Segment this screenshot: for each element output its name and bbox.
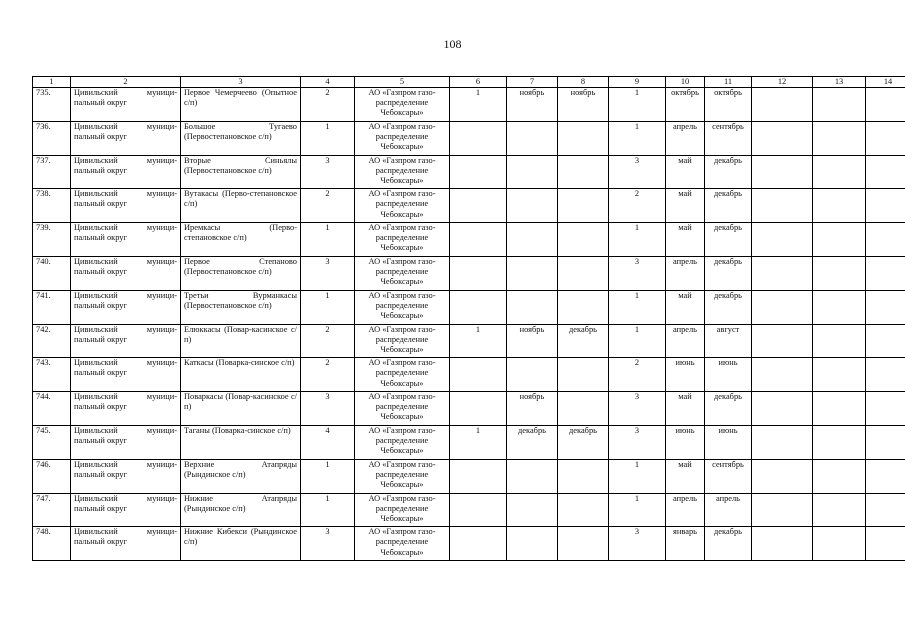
- col10-month-cell: апрель: [666, 324, 705, 358]
- col11-month-cell: июнь: [705, 358, 752, 392]
- settlement-cell: Первое Чемерчеево (Опытное с/п): [181, 88, 301, 122]
- col10-month-cell: май: [666, 392, 705, 426]
- table-row: [33, 459, 905, 493]
- col12-cell: [752, 223, 813, 257]
- col11-month-cell: декабрь: [705, 189, 752, 223]
- col7-month-cell: [507, 493, 558, 527]
- col4-cell: 3: [301, 256, 355, 290]
- col10-month-cell: октябрь: [666, 88, 705, 122]
- row-number: 740.: [33, 256, 71, 290]
- col8-month-cell: [558, 223, 609, 257]
- col9-cell: 1: [609, 88, 666, 122]
- col8-month-cell: [558, 459, 609, 493]
- district-cell: Цивильский муници-пальный округ: [71, 527, 181, 561]
- col4-cell: 2: [301, 88, 355, 122]
- col11-month-cell: декабрь: [705, 527, 752, 561]
- district-cell: Цивильский муници-пальный округ: [71, 459, 181, 493]
- col9-cell: 1: [609, 121, 666, 155]
- col7-month-cell: ноябрь: [507, 88, 558, 122]
- col8-month-cell: декабрь: [558, 324, 609, 358]
- col10-month-cell: январь: [666, 527, 705, 561]
- district-cell: Цивильский муници-пальный округ: [71, 223, 181, 257]
- district-cell: Цивильский муници-пальный округ: [71, 121, 181, 155]
- settlement-cell: Нижние Атапряды (Рындинское с/п): [181, 493, 301, 527]
- table-row: [33, 223, 905, 257]
- table-row: [33, 155, 905, 189]
- column-number-row: [33, 77, 905, 88]
- col13-cell: [813, 223, 866, 257]
- col10-month-cell: май: [666, 290, 705, 324]
- col14-cell: [866, 88, 905, 122]
- col13-cell: [813, 88, 866, 122]
- col6-cell: [450, 155, 507, 189]
- col8-month-cell: [558, 527, 609, 561]
- col6-cell: 1: [450, 425, 507, 459]
- settlement-cell: Таганы (Поварка-синское с/п): [181, 425, 301, 459]
- row-number: 745.: [33, 425, 71, 459]
- col11-month-cell: сентябрь: [705, 121, 752, 155]
- col6-cell: [450, 358, 507, 392]
- col9-cell: 3: [609, 392, 666, 426]
- col8-month-cell: [558, 189, 609, 223]
- col9-cell: 3: [609, 256, 666, 290]
- col6-cell: [450, 527, 507, 561]
- organization-cell: АО «Газпром газо-распределение Чебоксары»: [355, 527, 450, 561]
- col12-cell: [752, 459, 813, 493]
- col8-month-cell: [558, 256, 609, 290]
- table-body: [33, 88, 905, 561]
- col6-cell: [450, 256, 507, 290]
- col12-cell: [752, 324, 813, 358]
- col7-month-cell: ноябрь: [507, 324, 558, 358]
- table-row: [33, 493, 905, 527]
- col10-month-cell: май: [666, 155, 705, 189]
- col12-cell: [752, 358, 813, 392]
- table-row: [33, 527, 905, 561]
- col14-cell: [866, 527, 905, 561]
- table-header: [33, 77, 905, 88]
- col4-cell: 2: [301, 358, 355, 392]
- col4-cell: 1: [301, 290, 355, 324]
- col13-cell: [813, 189, 866, 223]
- col14-cell: [866, 290, 905, 324]
- district-cell: Цивильский муници-пальный округ: [71, 324, 181, 358]
- col13-cell: [813, 493, 866, 527]
- column-number-7: 7: [507, 77, 558, 88]
- col6-cell: [450, 290, 507, 324]
- table-row: [33, 88, 905, 122]
- col6-cell: [450, 189, 507, 223]
- organization-cell: АО «Газпром газо-распределение Чебоксары»: [355, 256, 450, 290]
- row-number: 739.: [33, 223, 71, 257]
- col10-month-cell: май: [666, 459, 705, 493]
- row-number: 738.: [33, 189, 71, 223]
- column-number-9: 9: [609, 77, 666, 88]
- col11-month-cell: декабрь: [705, 392, 752, 426]
- col11-month-cell: декабрь: [705, 223, 752, 257]
- col14-cell: [866, 189, 905, 223]
- col13-cell: [813, 459, 866, 493]
- col13-cell: [813, 121, 866, 155]
- col12-cell: [752, 256, 813, 290]
- col14-cell: [866, 121, 905, 155]
- col14-cell: [866, 493, 905, 527]
- organization-cell: АО «Газпром газо-распределение Чебоксары»: [355, 324, 450, 358]
- col7-month-cell: [507, 121, 558, 155]
- col4-cell: 3: [301, 155, 355, 189]
- organization-cell: АО «Газпром газо-распределение Чебоксары»: [355, 88, 450, 122]
- col6-cell: [450, 223, 507, 257]
- col11-month-cell: июнь: [705, 425, 752, 459]
- row-number: 748.: [33, 527, 71, 561]
- col6-cell: [450, 493, 507, 527]
- table-row: [33, 425, 905, 459]
- col13-cell: [813, 527, 866, 561]
- column-number-12: 12: [752, 77, 813, 88]
- district-cell: Цивильский муници-пальный округ: [71, 256, 181, 290]
- col12-cell: [752, 290, 813, 324]
- district-cell: Цивильский муници-пальный округ: [71, 358, 181, 392]
- col11-month-cell: сентябрь: [705, 459, 752, 493]
- settlement-cell: Вторые Синьялы (Первостепановское с/п): [181, 155, 301, 189]
- col12-cell: [752, 392, 813, 426]
- row-number: 741.: [33, 290, 71, 324]
- col13-cell: [813, 256, 866, 290]
- col9-cell: 1: [609, 493, 666, 527]
- col7-month-cell: [507, 358, 558, 392]
- col7-month-cell: [507, 459, 558, 493]
- col10-month-cell: май: [666, 223, 705, 257]
- col14-cell: [866, 155, 905, 189]
- col12-cell: [752, 155, 813, 189]
- district-cell: Цивильский муници-пальный округ: [71, 493, 181, 527]
- settlement-cell: Каткасы (Поварка-синское с/п): [181, 358, 301, 392]
- col12-cell: [752, 425, 813, 459]
- col8-month-cell: [558, 290, 609, 324]
- organization-cell: АО «Газпром газо-распределение Чебоксары»: [355, 155, 450, 189]
- table-row: [33, 324, 905, 358]
- organization-cell: АО «Газпром газо-распределение Чебоксары»: [355, 392, 450, 426]
- col8-month-cell: [558, 155, 609, 189]
- row-number: 744.: [33, 392, 71, 426]
- table-row: [33, 358, 905, 392]
- col11-month-cell: декабрь: [705, 155, 752, 189]
- district-cell: Цивильский муници-пальный округ: [71, 425, 181, 459]
- col12-cell: [752, 121, 813, 155]
- col7-month-cell: [507, 155, 558, 189]
- col13-cell: [813, 358, 866, 392]
- col9-cell: 2: [609, 189, 666, 223]
- col14-cell: [866, 256, 905, 290]
- row-number: 735.: [33, 88, 71, 122]
- district-cell: Цивильский муници-пальный округ: [71, 290, 181, 324]
- col9-cell: 2: [609, 358, 666, 392]
- col8-month-cell: [558, 392, 609, 426]
- col12-cell: [752, 493, 813, 527]
- col7-month-cell: [507, 256, 558, 290]
- col13-cell: [813, 425, 866, 459]
- district-cell: Цивильский муници-пальный округ: [71, 155, 181, 189]
- col9-cell: 3: [609, 527, 666, 561]
- col6-cell: [450, 121, 507, 155]
- col11-month-cell: октябрь: [705, 88, 752, 122]
- col4-cell: 3: [301, 527, 355, 561]
- settlement-cell: Большое Тугаево (Первостепановское с/п): [181, 121, 301, 155]
- row-number: 747.: [33, 493, 71, 527]
- column-number-5: 5: [355, 77, 450, 88]
- col11-month-cell: август: [705, 324, 752, 358]
- col10-month-cell: апрель: [666, 256, 705, 290]
- col8-month-cell: [558, 358, 609, 392]
- organization-cell: АО «Газпром газо-распределение Чебоксары»: [355, 459, 450, 493]
- col6-cell: [450, 392, 507, 426]
- col4-cell: 1: [301, 459, 355, 493]
- settlement-cell: Первое Степаново (Первостепановское с/п): [181, 256, 301, 290]
- col8-month-cell: ноябрь: [558, 88, 609, 122]
- row-number: 746.: [33, 459, 71, 493]
- table-row: [33, 392, 905, 426]
- col14-cell: [866, 223, 905, 257]
- settlement-cell: Поваркасы (Повар-касинское с/п): [181, 392, 301, 426]
- col11-month-cell: декабрь: [705, 290, 752, 324]
- column-number-4: 4: [301, 77, 355, 88]
- col6-cell: [450, 459, 507, 493]
- settlement-cell: Иремкасы (Перво-степановское с/п): [181, 223, 301, 257]
- col13-cell: [813, 290, 866, 324]
- column-number-10: 10: [666, 77, 705, 88]
- col4-cell: 1: [301, 223, 355, 257]
- column-number-3: 3: [181, 77, 301, 88]
- row-number: 743.: [33, 358, 71, 392]
- organization-cell: АО «Газпром газо-распределение Чебоксары»: [355, 189, 450, 223]
- col10-month-cell: июнь: [666, 425, 705, 459]
- organization-cell: АО «Газпром газо-распределение Чебоксары»: [355, 121, 450, 155]
- col9-cell: 1: [609, 290, 666, 324]
- col7-month-cell: декабрь: [507, 425, 558, 459]
- col6-cell: 1: [450, 88, 507, 122]
- col13-cell: [813, 324, 866, 358]
- row-number: 737.: [33, 155, 71, 189]
- col7-month-cell: [507, 189, 558, 223]
- col13-cell: [813, 155, 866, 189]
- col12-cell: [752, 527, 813, 561]
- settlement-cell: Вутакасы (Перво-степановское с/п): [181, 189, 301, 223]
- col9-cell: 1: [609, 324, 666, 358]
- col9-cell: 1: [609, 223, 666, 257]
- column-number-6: 6: [450, 77, 507, 88]
- col7-month-cell: [507, 223, 558, 257]
- col9-cell: 1: [609, 459, 666, 493]
- table-row: [33, 256, 905, 290]
- col4-cell: 1: [301, 121, 355, 155]
- col8-month-cell: [558, 121, 609, 155]
- col4-cell: 2: [301, 324, 355, 358]
- col14-cell: [866, 425, 905, 459]
- settlement-cell: Нижние Кибекси (Рындинское с/п): [181, 527, 301, 561]
- col10-month-cell: апрель: [666, 121, 705, 155]
- col7-month-cell: ноябрь: [507, 392, 558, 426]
- row-number: 736.: [33, 121, 71, 155]
- district-cell: Цивильский муници-пальный округ: [71, 88, 181, 122]
- col10-month-cell: май: [666, 189, 705, 223]
- col9-cell: 3: [609, 425, 666, 459]
- col12-cell: [752, 189, 813, 223]
- col7-month-cell: [507, 527, 558, 561]
- column-number-11: 11: [705, 77, 752, 88]
- column-number-1: 1: [33, 77, 71, 88]
- col10-month-cell: апрель: [666, 493, 705, 527]
- col8-month-cell: [558, 493, 609, 527]
- col4-cell: 1: [301, 493, 355, 527]
- schedule-table: [32, 76, 905, 561]
- organization-cell: АО «Газпром газо-распределение Чебоксары»: [355, 358, 450, 392]
- col4-cell: 2: [301, 189, 355, 223]
- col14-cell: [866, 459, 905, 493]
- organization-cell: АО «Газпром газо-распределение Чебоксары»: [355, 425, 450, 459]
- col7-month-cell: [507, 290, 558, 324]
- column-number-13: 13: [813, 77, 866, 88]
- col6-cell: 1: [450, 324, 507, 358]
- district-cell: Цивильский муници-пальный округ: [71, 189, 181, 223]
- column-number-2: 2: [71, 77, 181, 88]
- col4-cell: 4: [301, 425, 355, 459]
- table-row: [33, 121, 905, 155]
- organization-cell: АО «Газпром газо-распределение Чебоксары»: [355, 290, 450, 324]
- col13-cell: [813, 392, 866, 426]
- column-number-8: 8: [558, 77, 609, 88]
- table-row: [33, 290, 905, 324]
- col14-cell: [866, 392, 905, 426]
- column-number-14: 14: [866, 77, 905, 88]
- table-row: [33, 189, 905, 223]
- col10-month-cell: июнь: [666, 358, 705, 392]
- col9-cell: 3: [609, 155, 666, 189]
- settlement-cell: Верхние Атапряды (Рындинское с/п): [181, 459, 301, 493]
- col8-month-cell: декабрь: [558, 425, 609, 459]
- settlement-cell: Третьи Вурманкасы (Первостепановское с/п): [181, 290, 301, 324]
- row-number: 742.: [33, 324, 71, 358]
- col14-cell: [866, 324, 905, 358]
- organization-cell: АО «Газпром газо-распределение Чебоксары»: [355, 223, 450, 257]
- page-number: 108: [443, 37, 462, 51]
- organization-cell: АО «Газпром газо-распределение Чебоксары»: [355, 493, 450, 527]
- col11-month-cell: апрель: [705, 493, 752, 527]
- col14-cell: [866, 358, 905, 392]
- district-cell: Цивильский муници-пальный округ: [71, 392, 181, 426]
- col11-month-cell: декабрь: [705, 256, 752, 290]
- col12-cell: [752, 88, 813, 122]
- col4-cell: 3: [301, 392, 355, 426]
- settlement-cell: Елюккасы (Повар-касинское с/п): [181, 324, 301, 358]
